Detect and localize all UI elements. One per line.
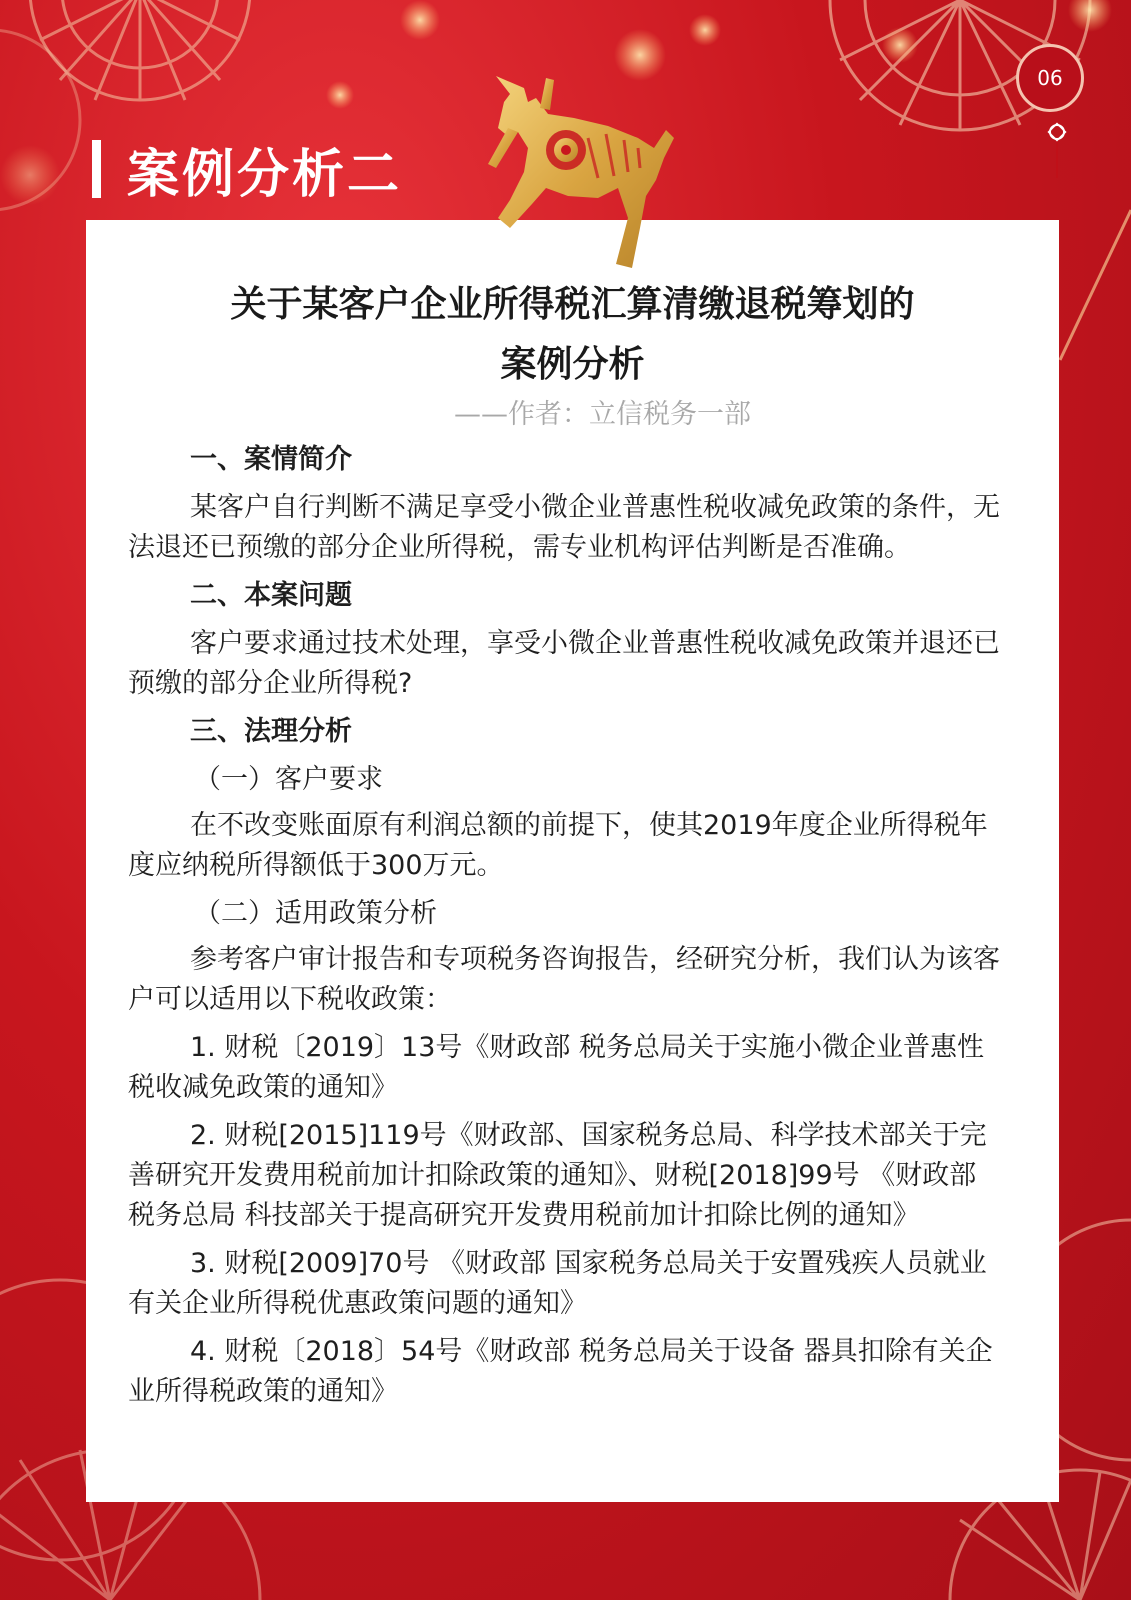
document-title-line2: 案例分析 bbox=[500, 344, 645, 385]
section-body-1: 某客户自行判断不满足享受小微企业普惠性税收减免政策的条件，无法退还已预缴的部分企业所得税，需专业机构评估判断是否准确。 bbox=[128, 492, 1000, 563]
subsection-body-1: 在不改变账面原有利润总额的前提下，使其2019年度企业所得税年度应纳税所得额低于300万元。 bbox=[128, 810, 988, 881]
heading-text: 案例分析二 bbox=[127, 144, 403, 205]
subsection-title-2: （二）适用政策分析 bbox=[194, 898, 437, 929]
policy-item-3: 3. 财税[2009]70号 《财政部 国家税务总局关于安置残疾人员就业有关企业所得税优惠政策问题的通知》 bbox=[128, 1248, 987, 1319]
policy-item-2: 2. 财税[2015]119号《财政部、国家税务总局、科学技术部关于完善研究开发费用税前加计扣除政策的通知》、财税[2018]99号 《财政部 税务总局 科技部关于提高研究开发费用税前加计扣除比例的通知》 bbox=[128, 1120, 987, 1231]
fan-top-left bbox=[30, 0, 250, 100]
subsection-title-1: （一）客户要求 bbox=[194, 764, 383, 795]
section-heading bbox=[92, 138, 403, 205]
document-body bbox=[128, 440, 1008, 1420]
document-title-line1: 关于某客户企业所得税汇算清缴退税筹划的 bbox=[230, 284, 915, 325]
heading-bar bbox=[92, 140, 101, 198]
section-body-2: 客户要求通过技术处理，享受小微企业普惠性税收减免政策并退还已预缴的部分企业所得税? bbox=[128, 628, 1000, 699]
section-title-1: 一、案情简介 bbox=[190, 444, 352, 475]
subsection-body-2: 参考客户审计报告和专项税务咨询报告，经研究分析，我们认为该客户可以适用以下税收政策： bbox=[128, 944, 1000, 1015]
page-number-badge bbox=[1016, 44, 1084, 112]
golden-ox-icon bbox=[488, 68, 688, 278]
section-title-3: 三、法理分析 bbox=[190, 716, 352, 747]
document-author: ——作者：立信税务一部 bbox=[454, 399, 751, 430]
policy-item-1: 1. 财税〔2019〕13号《财政部 税务总局关于实施小微企业普惠性税收减免政策的通知》 bbox=[128, 1032, 984, 1103]
policy-item-4: 4. 财税〔2018〕54号《财政部 税务总局关于设备 器具扣除有关企业所得税政策的通知》 bbox=[128, 1336, 993, 1407]
page-number: 06 bbox=[1037, 66, 1063, 90]
chinese-knot-icon bbox=[1046, 120, 1068, 180]
document-title bbox=[86, 275, 1059, 395]
section-title-2: 二、本案问题 bbox=[190, 580, 352, 611]
